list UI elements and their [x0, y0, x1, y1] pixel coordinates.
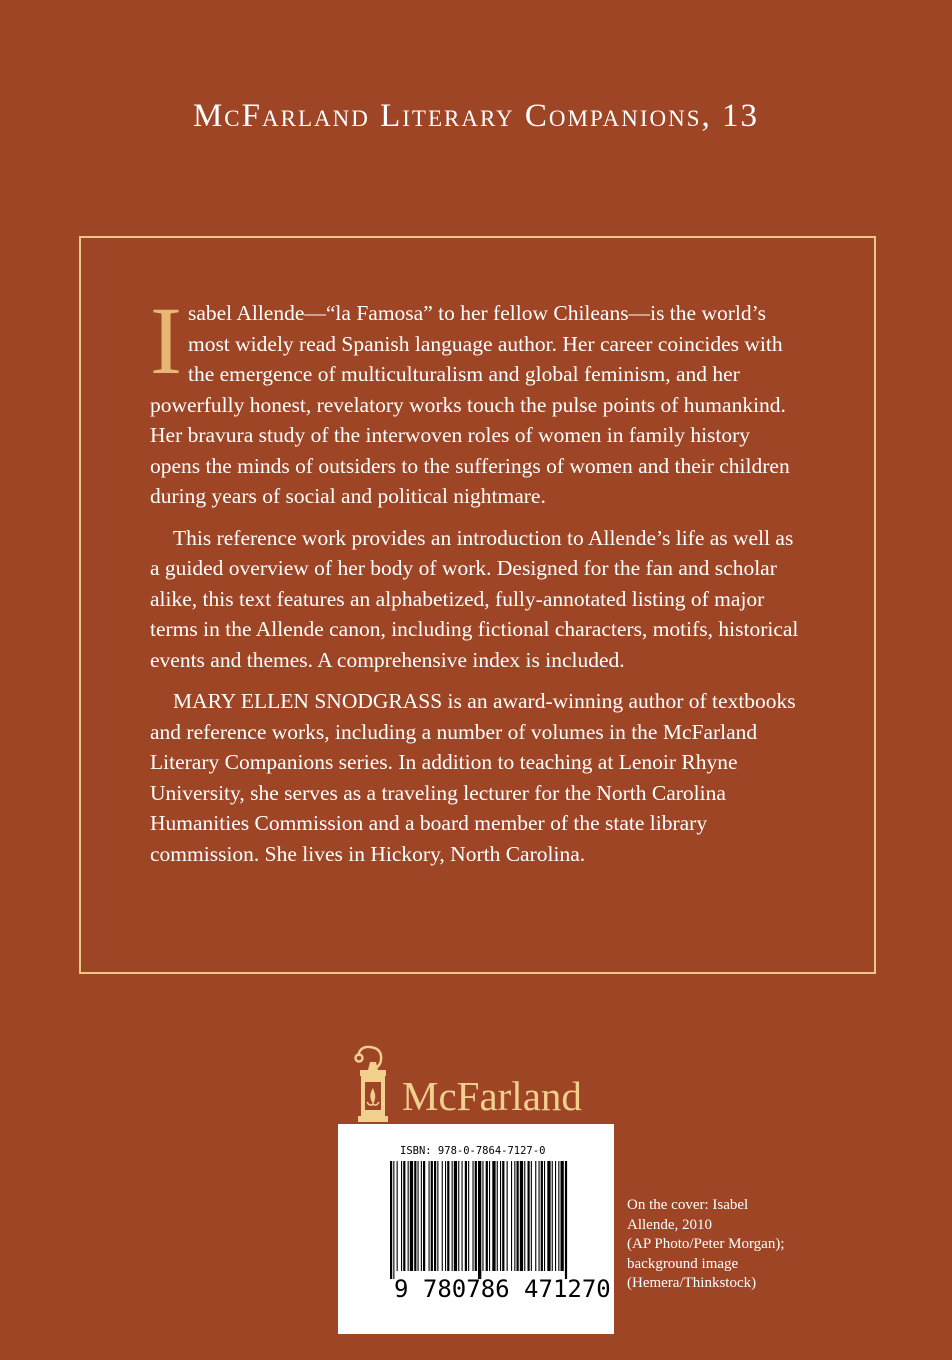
- blurb-paragraph-2: This reference work provides an introduction to Allende’s life as well as a guided overview of her body of work. Designed for the fan and scholar alike, this text features an alphabetized, fully-annotated listing of major terms in the Allende canon, including fictional characters, motifs, historical events and themes. A comprehensive index is included.: [150, 525, 799, 672]
- barcode-icon: [390, 1161, 570, 1279]
- isbn-label: ISBN: 978-0-7864-7127-0: [400, 1145, 546, 1157]
- cover-credit: [627, 1196, 857, 1294]
- author-bio: MARY ELLEN SNODGRASS is an award-winning author of textbooks and reference works, including a number of volumes in the McFarland Literary Companions series. In addition to teaching at Lenoir Rhyne University, she serves as a traveling lecturer for the North Carolina Humanities Commission and a board member of the state library commission. She lives in Hickory, North Carolina.: [150, 689, 796, 866]
- lantern-icon: [350, 1044, 392, 1124]
- cover-credit-line: (Hemera/Thinkstock): [627, 1275, 757, 1291]
- barcode-digits: 9 780786 471270: [394, 1275, 611, 1303]
- cover-credit-line: Allende, 2010: [627, 1216, 712, 1233]
- blurb-paragraph-1-text: sabel Allende—“la Famosa” to her fellow Chileans—is the world’s most widely read Spanish language author. Her career coincides with the emergence of multiculturalism and global feminism, and her powerfully honest, revelatory works touch the pulse points of humankind. Her bravura study of the interwoven roles of women in family history opens the minds of outsiders to the sufferings of women and their children during years of social and political nightmare.: [150, 301, 790, 508]
- series-title: McFarland Literary Companions, 13: [192, 98, 760, 134]
- drop-cap: I: [150, 287, 182, 394]
- cover-credit-line: On the cover: Isabel: [627, 1197, 749, 1213]
- publisher-logo: [350, 1044, 620, 1124]
- publisher-name: McFarland: [402, 1073, 582, 1119]
- blurb-paragraph-1: [150, 287, 800, 512]
- cover-credit-line: background image: [627, 1255, 739, 1272]
- cover-credit-line: (AP Photo/Peter Morgan);: [627, 1236, 785, 1252]
- barcode-box: [338, 1124, 614, 1334]
- blurb: [150, 287, 800, 880]
